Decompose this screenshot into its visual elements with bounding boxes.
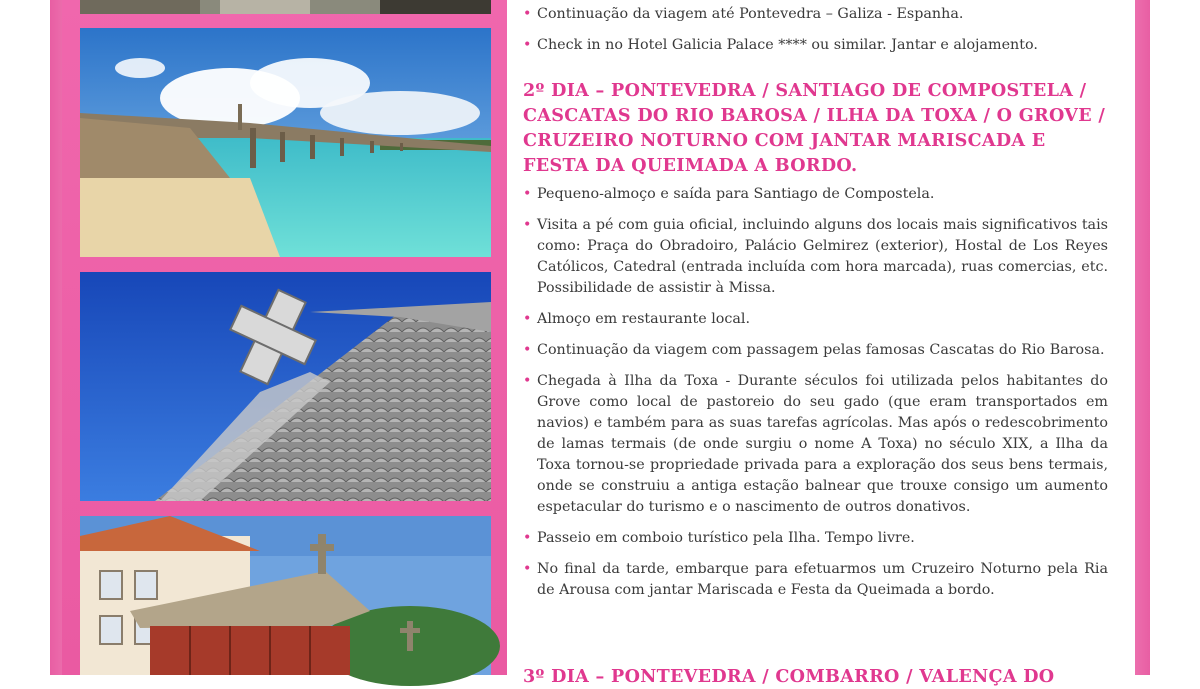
day-2-heading: 2º DIA – PONTEVEDRA / SANTIAGO DE COMPOSTELA / CASCATAS DO RIO BAROSA / ILHA DA TOXA / O GROVE / CRUZEIRO NOTURNO COM JANTAR MARISCADA E FESTA DA QUEIMADA A BORDO. [523, 80, 1106, 176]
photo-horreo [80, 516, 491, 675]
list-item: • Continuação da viagem com passagem pelas famosas Cascatas do Rio Barosa. [523, 340, 1108, 361]
photo-stone-roof-cross [80, 272, 491, 501]
photo-top-partial [80, 0, 491, 14]
list-item: • Visita a pé com guia oficial, incluindo alguns dos locais mais significativos tais como: Praça do Obradoiro, Palácio Gelmirez (exterior), Hostal de Los Reyes Católicos, Catedral (entrada incluída com hora marcada), ruas comercias, etc. Possibilidade de assistir à Missa. [523, 215, 1108, 299]
list-item: • Passeio em comboio turístico pela Ilha. Tempo livre. [523, 528, 1108, 549]
itinerary-text [523, 4, 1108, 611]
day-3-heading-partial: 3º DIA – PONTEVEDRA / COMBARRO / VALENÇA DO [523, 666, 1055, 687]
list-item: • Almoço em restaurante local. [523, 309, 1108, 330]
list-item: • Continuação da viagem até Pontevedra – Galiza - Espanha. [523, 4, 1108, 25]
list-item: • No final da tarde, embarque para efetuarmos um Cruzeiro Noturno pela Ria de Arousa com jantar Mariscada e Festa da Queimada a bordo. [523, 559, 1108, 601]
list-item: • Chegada à Ilha da Toxa - Durante séculos foi utilizada pelos habitantes do Grove como local de pastoreio do seu gado (que eram transportados em navios) e também para as suas tarefas agrícolas. Mas após o redescobrimento de lamas termais (de onde surgiu o nome A Toxa) no século XIX, a Ilha da Toxa tornou-se propriedade privada para a exploração dos seus bens termais, onde se construiu a antiga estação balnear que trouxe consigo um aumento espetacular do turismo e o nascimento de outros donativos. [523, 371, 1108, 518]
photo-bridge [80, 28, 491, 257]
list-item: • Check in no Hotel Galicia Palace **** ou similar. Jantar e alojamento. [523, 35, 1108, 56]
list-item: • Pequeno-almoço e saída para Santiago de Compostela. [523, 184, 1108, 205]
